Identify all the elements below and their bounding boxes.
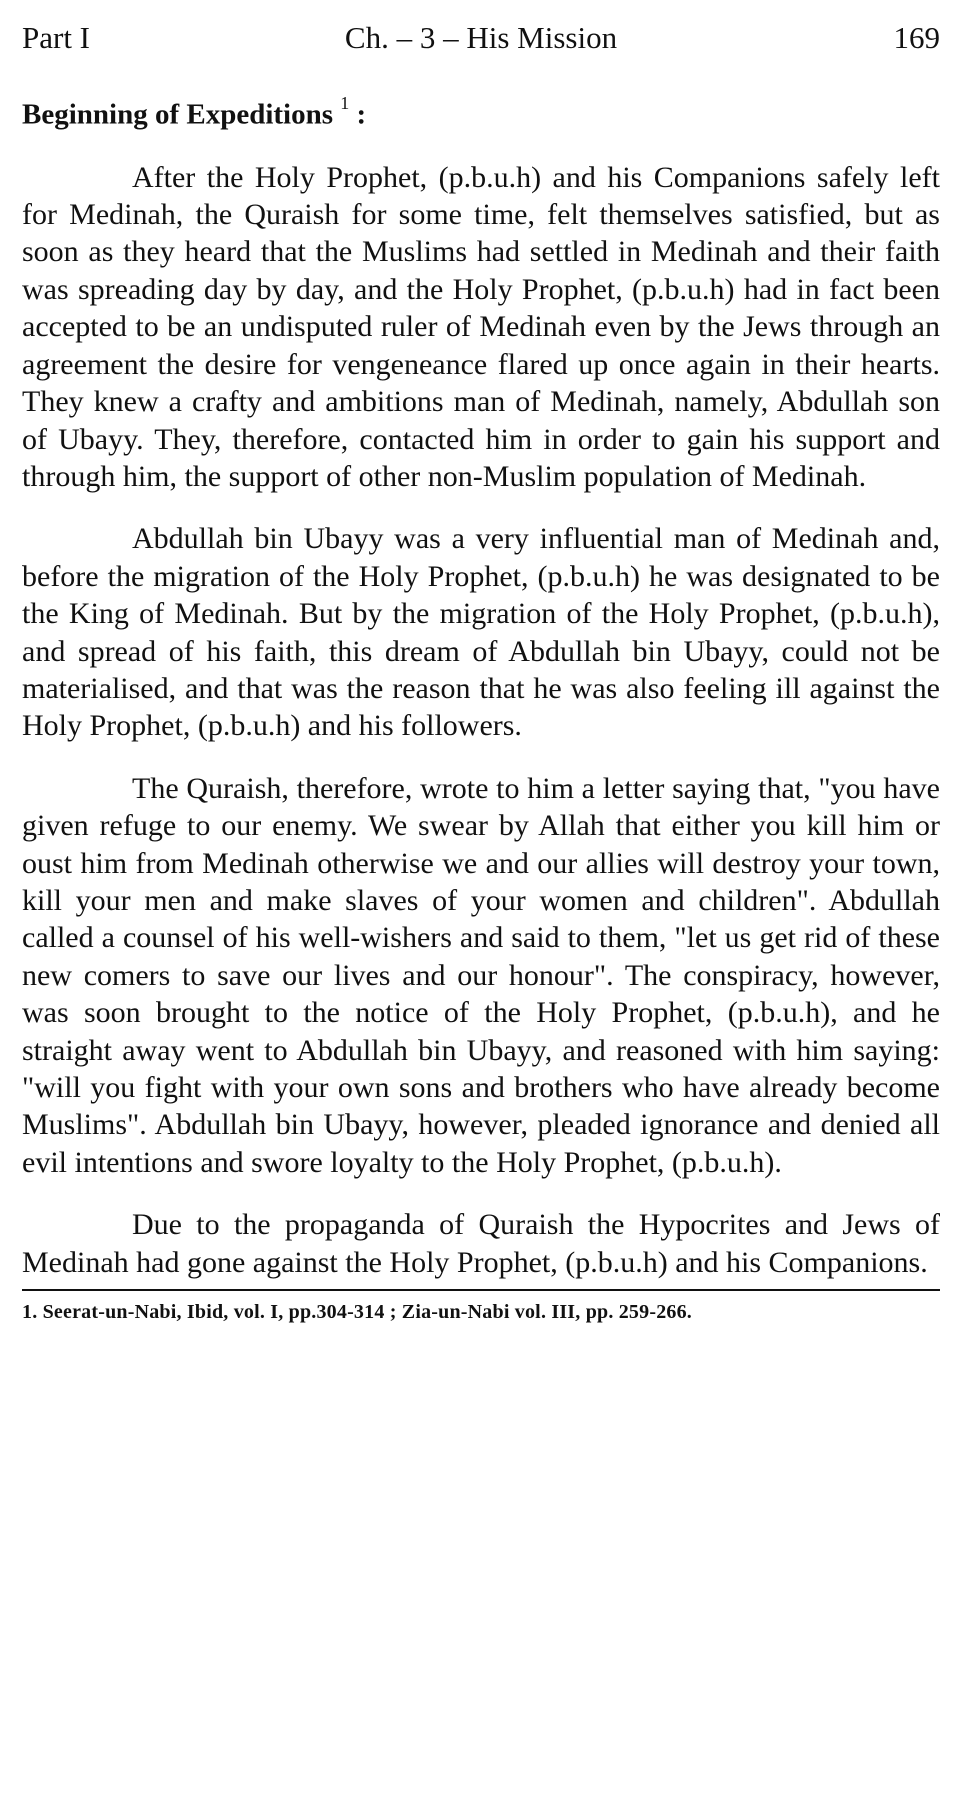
footnote-marker: 1 [340, 93, 350, 113]
section-heading-text: Beginning of Expeditions [22, 98, 334, 131]
paragraph-4: Due to the propaganda of Quraish the Hypocrites and Jews of Medinah had gone against the Holy Prophet, (p.b.u.h) and his Companions. [22, 1208, 940, 1279]
footnote-divider [22, 1289, 940, 1291]
book-page [22, 18, 940, 1325]
paragraph-2: Abdullah bin Ubayy was a very influential man of Medinah and, before the migration of the Holy Prophet, (p.b.u.h) he was designated to be the King of Medinah. But by the migration of the Holy Prophet, (p.b.u.h), and spread of his faith, this dream of Abdullah bin Ubayy, could not be materialised, and that was the reason that he was also feeling ill against the Holy Prophet, (p.b.u.h) and his followers. [22, 522, 940, 743]
chapter-title: Ch. – 3 – His Mission [344, 20, 618, 55]
footnote: 1. Seerat-un-Nabi, Ibid, vol. I, pp.304-314 ; Zia-un-Nabi vol. III, pp. 259-266. [22, 1301, 692, 1324]
page-number: 169 [893, 20, 940, 55]
section-heading-colon: : [349, 98, 367, 131]
part-label: Part I [22, 20, 91, 55]
running-head [22, 18, 940, 58]
paragraph-1: After the Holy Prophet, (p.b.u.h) and his Companions safely left for Medinah, the Quraish for some time, felt themselves satisfied, but as soon as they heard that the Muslims had settled in Medinah and their faith was spreading day by day, and the Holy Prophet, (p.b.u.h) had in fact been accepted to be an undisputed ruler of Medinah even by the Jews through an agreement the desire for vengeneance flared up once again in their hearts. They knew a crafty and ambitions man of Medinah, namely, Abdullah son of Ubayy. They, therefore, contacted him in order to gain his support and through him, the support of other non-Muslim population of Medinah. [22, 160, 940, 493]
section-heading [22, 88, 940, 134]
paragraph-3: The Quraish, therefore, wrote to him a letter saying that, "you have given refuge to our enemy. We swear by Allah that either you kill him or oust him from Medinah otherwise we and our allies will destroy your town, kill your men and make slaves of your women and children". Abdullah called a counsel of his well-wishers and said to them, "let us get rid of these new comers to save our lives and our honour". The conspiracy, however, was soon brought to the notice of the Holy Prophet, (p.b.u.h), and he straight away went to Abdullah bin Ubayy, and reasoned with him saying: "will you fight with your own sons and brothers who have already become Muslims". Abdullah bin Ubayy, however, pleaded ignorance and denied all evil intentions and swore loyalty to the Holy Prophet, (p.b.u.h). [22, 771, 940, 1179]
